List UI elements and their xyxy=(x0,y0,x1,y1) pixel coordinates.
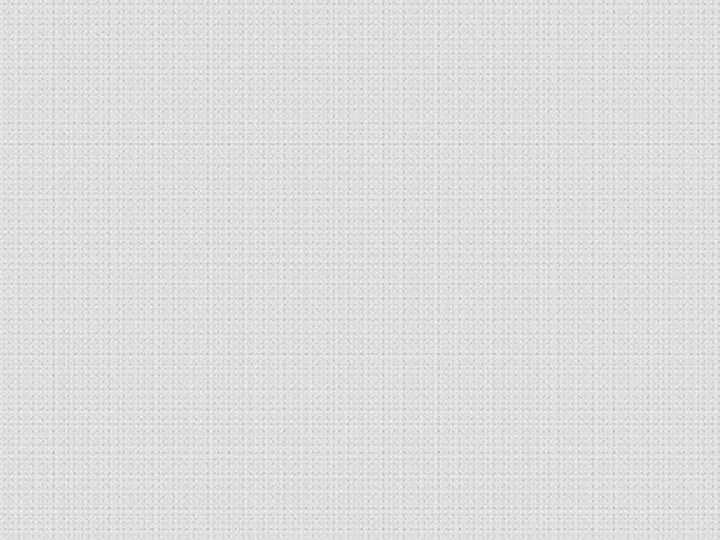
bullet-list xyxy=(60,162,700,172)
litton-prc-logo xyxy=(612,478,702,481)
